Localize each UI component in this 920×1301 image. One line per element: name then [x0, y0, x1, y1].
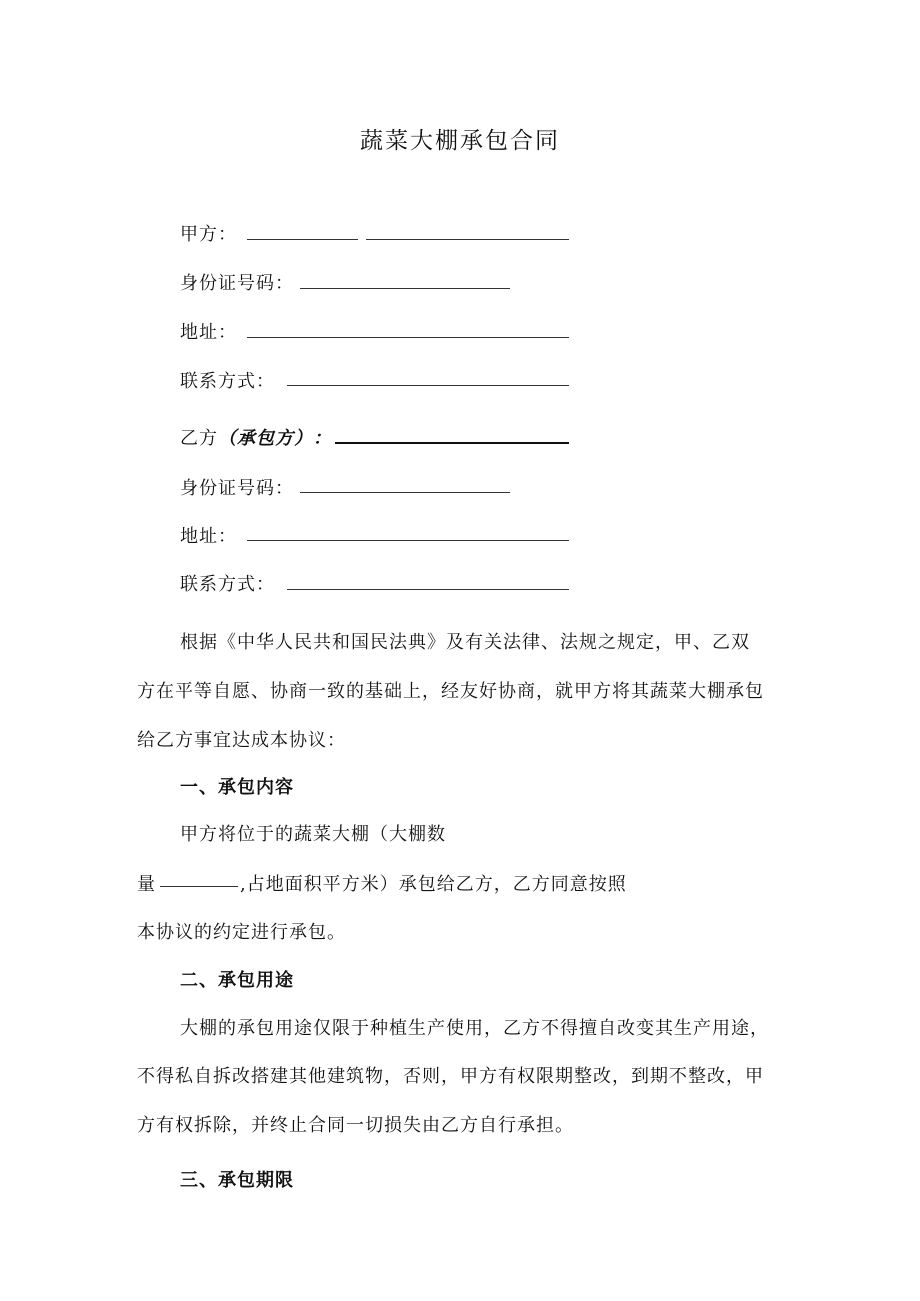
party-a-contact-blank — [287, 385, 569, 386]
section-1-line-2-prefix: 量 — [137, 874, 156, 895]
party-a-blank-1 — [247, 239, 358, 240]
party-b-contact-label: 联系方式： — [180, 574, 275, 595]
section-1-quantity-blank — [160, 886, 238, 887]
section-2-line-2: 不得私自拆改搭建其他建筑物，否则，甲方有权限期整改，到期不整改，甲 — [137, 1066, 764, 1087]
section-2-heading: 二、承包用途 — [180, 970, 294, 991]
section-2-line-3: 方有权拆除，并终止合同一切损失由乙方自行承担。 — [137, 1115, 574, 1136]
section-2-line-1: 大棚的承包用途仅限于种植生产使用，乙方不得擅自改变其生产用途， — [180, 1018, 769, 1039]
party-b-label-prefix: 乙方 — [180, 428, 218, 449]
party-a-id-blank — [300, 288, 510, 289]
document-title: 蔬菜大棚承包合同 — [360, 128, 560, 154]
party-b-id-blank — [300, 492, 510, 493]
intro-line-3: 给乙方事宜达成本协议： — [137, 730, 346, 751]
party-b-address-blank — [247, 540, 569, 541]
party-b-label — [180, 424, 332, 450]
section-1-heading: 一、承包内容 — [180, 777, 294, 798]
party-b-blank — [335, 442, 569, 444]
section-1-line-3: 本协议的约定进行承包。 — [137, 922, 346, 943]
party-b-id-label: 身份证号码： — [180, 478, 294, 499]
party-a-address-blank — [247, 337, 569, 338]
party-a-address-label: 地址： — [180, 322, 237, 343]
party-a-label: 甲方： — [180, 224, 237, 245]
party-a-id-label: 身份证号码： — [180, 273, 294, 294]
party-a-contact-label: 联系方式： — [180, 371, 275, 392]
section-1-line-2-suffix: ,占地面积平方米）承包给乙方，乙方同意按照 — [240, 874, 627, 895]
section-1-line-1: 甲方将位于的蔬菜大棚（大棚数 — [180, 824, 446, 845]
intro-line-1: 根据《中华人民共和国民法典》及有关法律、法规之规定，甲、乙双 — [180, 632, 750, 653]
party-b-contact-blank — [287, 589, 569, 590]
section-3-heading: 三、承包期限 — [180, 1170, 294, 1191]
party-b-label-emph: （承包方）： — [218, 428, 332, 449]
party-b-address-label: 地址： — [180, 526, 237, 547]
party-a-blank-2 — [366, 239, 569, 240]
intro-line-2: 方在平等自愿、协商一致的基础上，经友好协商，就甲方将其蔬菜大棚承包 — [137, 681, 764, 702]
